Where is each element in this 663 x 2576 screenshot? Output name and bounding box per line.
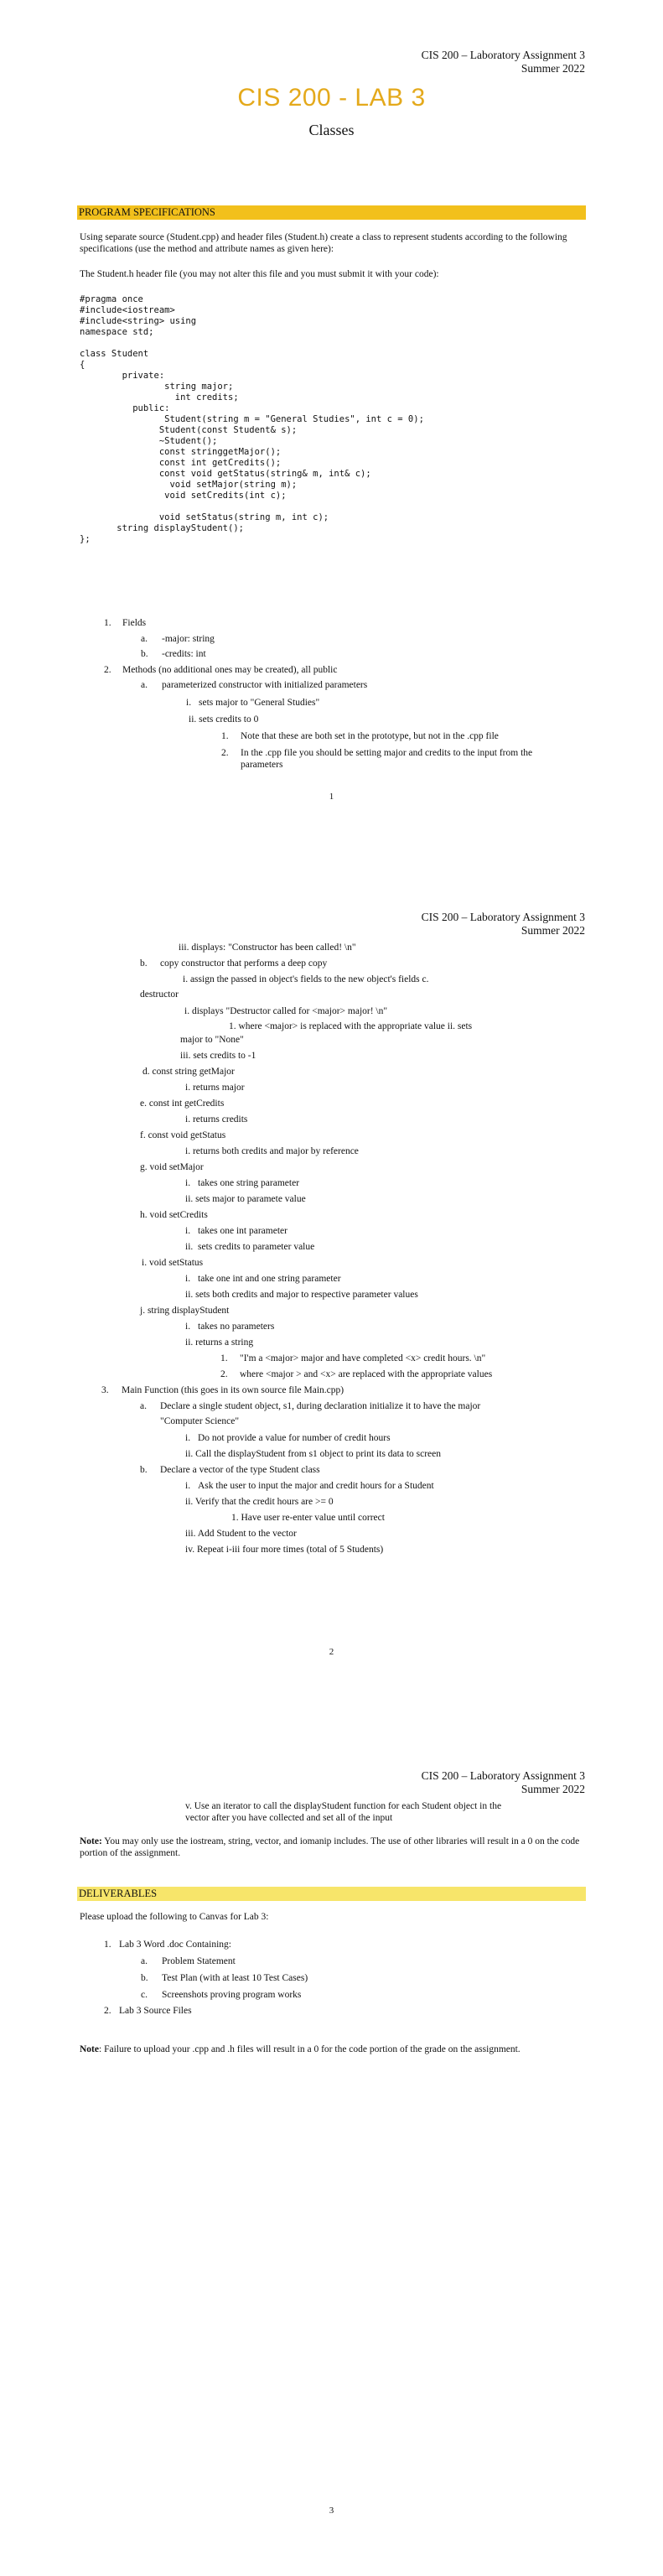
code-line: const stringgetMajor(); bbox=[80, 447, 282, 457]
spec-line: "Computer Science" bbox=[160, 1416, 240, 1426]
page-header bbox=[422, 49, 585, 75]
list-number: 2. bbox=[104, 665, 111, 675]
spec-line: j. string displayStudent bbox=[140, 1306, 230, 1316]
section-heading-program-specifications: PROGRAM SPECIFICATIONS bbox=[77, 205, 586, 220]
spec-line: f. const void getStatus bbox=[140, 1130, 226, 1140]
deliverable-item: Test Plan (with at least 10 Test Cases) bbox=[162, 1973, 308, 1983]
header-file-note: The Student.h header file (you may not alter this file and you must submit it with your code): bbox=[80, 269, 439, 279]
code-line bbox=[80, 501, 424, 512]
code-line: void setStatus(string m, int c); bbox=[80, 512, 329, 522]
code-line bbox=[80, 338, 424, 349]
header-course: CIS 200 – Laboratory Assignment 3 bbox=[421, 49, 585, 61]
list-number: 1. bbox=[104, 618, 111, 628]
spec-line: i. assign the passed in object's fields to the new object's fields c. bbox=[183, 974, 429, 984]
main-function-heading: Main Function (this goes in its own source file Main.cpp) bbox=[122, 1385, 344, 1395]
code-line: }; bbox=[80, 534, 91, 544]
deliverable-source-files: Lab 3 Source Files bbox=[119, 2006, 192, 2016]
list-marker: a. bbox=[140, 1401, 147, 1411]
document-subtitle: Classes bbox=[308, 122, 355, 138]
spec-line: ii. Call the displayStudent from s1 object to print its data to screen bbox=[185, 1449, 442, 1459]
spec-line: take one int and one string parameter bbox=[198, 1274, 341, 1284]
deliverable-item: Problem Statement bbox=[162, 1956, 236, 1966]
list-marker: b. bbox=[140, 958, 148, 969]
list-marker: i. bbox=[185, 1226, 191, 1236]
code-line: void setCredits(int c); bbox=[80, 491, 287, 501]
page-header bbox=[422, 1769, 585, 1796]
iterator-item: v. Use an iterator to call the displayStudent function for each Student object in the vector after you have collected and set all of the input bbox=[185, 1801, 502, 1823]
list-marker: i. bbox=[185, 1433, 191, 1443]
intro-paragraph: Using separate source (Student.cpp) and header files (Student.h) create a class to represent students according to the following specifications (use the method and attribute names as given here): bbox=[80, 232, 567, 254]
code-line: Student(string m = "General Studies", int c = 0); bbox=[80, 414, 424, 424]
list-marker: a. bbox=[141, 680, 148, 690]
spec-line: destructor bbox=[140, 989, 179, 1000]
deliverable-word-doc: Lab 3 Word .doc Containing: bbox=[119, 1940, 231, 1950]
spec-line: iii. Add Student to the vector bbox=[185, 1529, 297, 1539]
page-number: 1 bbox=[329, 792, 334, 802]
list-number: 2. bbox=[220, 1369, 228, 1379]
list-marker: b. bbox=[141, 1973, 148, 1983]
code-line: public: bbox=[80, 403, 170, 413]
list-marker: i. bbox=[185, 1322, 191, 1332]
spec-line: sets credits to parameter value bbox=[198, 1242, 315, 1252]
fields-heading: Fields bbox=[122, 618, 147, 628]
spec-line: takes no parameters bbox=[198, 1322, 275, 1332]
spec-line: Declare a vector of the type Student class bbox=[160, 1465, 320, 1475]
spec-line: ii. sets major to paramete value bbox=[185, 1194, 306, 1204]
code-line: #include<iostream> bbox=[80, 305, 175, 315]
header-term: Summer 2022 bbox=[521, 62, 585, 75]
header-term: Summer 2022 bbox=[521, 1783, 585, 1795]
page-number: 2 bbox=[329, 1647, 334, 1657]
document-title: CIS 200 - LAB 3 bbox=[237, 84, 426, 112]
list-number: 1. bbox=[104, 1940, 111, 1950]
spec-line: "I'm a <major> major and have completed <x> credit hours. \n" bbox=[240, 1353, 486, 1363]
note-text: You may only use the iostream, string, vector, and iomanip includes. The use of other libraries will result in a 0 on the code portion of the assignment. bbox=[80, 1836, 580, 1858]
list-number: 2. bbox=[104, 2006, 111, 2016]
method-detail: sets major to "General Studies" bbox=[199, 698, 320, 708]
code-line: #include<string> using bbox=[80, 316, 197, 326]
code-line: const void getStatus(string& m, int& c); bbox=[80, 469, 371, 479]
upload-instructions: Please upload the following to Canvas for Lab 3: bbox=[80, 1912, 269, 1922]
spec-line: h. void setCredits bbox=[140, 1210, 208, 1220]
list-marker: i. bbox=[185, 1178, 191, 1188]
code-line: class Student bbox=[80, 349, 149, 359]
section-heading-deliverables: DELIVERABLES bbox=[77, 1887, 586, 1901]
list-number: 2. bbox=[221, 748, 229, 758]
header-course: CIS 200 – Laboratory Assignment 3 bbox=[421, 1769, 585, 1782]
list-number: 1. bbox=[220, 1353, 228, 1363]
spec-line: i. returns credits bbox=[185, 1114, 248, 1124]
student-header-code bbox=[80, 294, 424, 545]
code-line: string major; bbox=[80, 382, 234, 392]
spec-line: i. displays "Destructor called for <major> major! \n" bbox=[184, 1006, 388, 1016]
page-2 bbox=[0, 859, 663, 1717]
spec-line: 1. where <major> is replaced with the appropriate value ii. sets bbox=[229, 1021, 473, 1031]
list-number: 1. bbox=[221, 731, 229, 741]
note-text: : Failure to upload your .cpp and .h files will result in a 0 for the code portion of the grade on the assignment. bbox=[99, 2044, 521, 2054]
list-marker: a. bbox=[141, 1956, 148, 1966]
code-line: ~Student(); bbox=[80, 436, 218, 446]
spec-line: i. returns major bbox=[185, 1083, 245, 1093]
spec-line: takes one string parameter bbox=[198, 1178, 300, 1188]
spec-line: major to "None" bbox=[180, 1035, 244, 1045]
field-major: -major: string bbox=[162, 634, 215, 644]
spec-line: iv. Repeat i-iii four more times (total of 5 Students) bbox=[185, 1545, 384, 1555]
code-line: private: bbox=[80, 371, 165, 381]
list-marker: a. bbox=[141, 634, 148, 644]
page-header bbox=[422, 911, 585, 937]
spec-line: d. const string getMajor bbox=[142, 1067, 235, 1077]
deliverable-item: Screenshots proving program works bbox=[162, 1990, 302, 2000]
spec-line: i. returns both credits and major by reference bbox=[185, 1146, 359, 1156]
header-course: CIS 200 – Laboratory Assignment 3 bbox=[421, 911, 585, 923]
list-marker: ii. bbox=[185, 1242, 194, 1252]
list-marker: i. bbox=[186, 698, 192, 708]
note-label: Note: bbox=[80, 1836, 102, 1846]
spec-line: iii. sets credits to -1 bbox=[180, 1051, 256, 1061]
list-marker: i. bbox=[185, 1481, 191, 1491]
method-note: In the .cpp file you should be setting major and credits to the input from the parameters bbox=[241, 748, 533, 770]
list-marker: c. bbox=[141, 1990, 148, 2000]
spec-line: takes one int parameter bbox=[198, 1226, 287, 1236]
spec-line: Declare a single student object, s1, during declaration initialize it to have the major bbox=[160, 1401, 481, 1411]
spec-line: i. void setStatus bbox=[142, 1258, 204, 1268]
note-label: Note bbox=[80, 2044, 99, 2054]
code-line: namespace std; bbox=[80, 327, 154, 337]
list-marker: i. bbox=[185, 1274, 191, 1284]
includes-note bbox=[80, 1836, 583, 1859]
spec-line: Ask the user to input the major and credit hours for a Student bbox=[198, 1481, 434, 1491]
code-line: void setMajor(string m); bbox=[80, 480, 298, 490]
failure-note bbox=[80, 2044, 521, 2055]
method-param-constructor: parameterized constructor with initialized parameters bbox=[162, 680, 368, 690]
spec-line: e. const int getCredits bbox=[140, 1098, 225, 1109]
spec-line: Do not provide a value for number of credit hours bbox=[198, 1433, 391, 1443]
code-line: #pragma once bbox=[80, 294, 143, 304]
code-line: string displayStudent(); bbox=[80, 523, 244, 533]
method-note: Note that these are both set in the prototype, but not in the .cpp file bbox=[241, 731, 499, 741]
page-1 bbox=[0, 0, 663, 859]
methods-heading: Methods (no additional ones may be created), all public bbox=[122, 665, 338, 675]
spec-line: where <major > and <x> are replaced with the appropriate values bbox=[240, 1369, 493, 1379]
page-3 bbox=[0, 1717, 663, 2576]
code-line: { bbox=[80, 360, 85, 370]
spec-line: g. void setMajor bbox=[140, 1162, 204, 1172]
code-line: const int getCredits(); bbox=[80, 458, 282, 468]
code-line: int credits; bbox=[80, 392, 239, 402]
spec-line: iii. displays: "Constructor has been called! \n" bbox=[179, 943, 356, 953]
list-number: 3. bbox=[101, 1385, 109, 1395]
page-number: 3 bbox=[329, 2506, 334, 2516]
list-marker: b. bbox=[140, 1465, 148, 1475]
list-marker: b. bbox=[141, 649, 148, 659]
field-credits: -credits: int bbox=[162, 649, 206, 659]
spec-line: ii. sets both credits and major to respective parameter values bbox=[185, 1290, 418, 1300]
method-detail: ii. sets credits to 0 bbox=[189, 714, 259, 724]
header-term: Summer 2022 bbox=[521, 924, 585, 937]
spec-line: ii. Verify that the credit hours are >= 0 bbox=[185, 1497, 334, 1507]
spec-line: 1. Have user re-enter value until correct bbox=[231, 1513, 385, 1523]
spec-line: copy constructor that performs a deep copy bbox=[160, 958, 328, 969]
code-line: Student(const Student& s); bbox=[80, 425, 298, 435]
spec-line: ii. returns a string bbox=[185, 1337, 254, 1348]
